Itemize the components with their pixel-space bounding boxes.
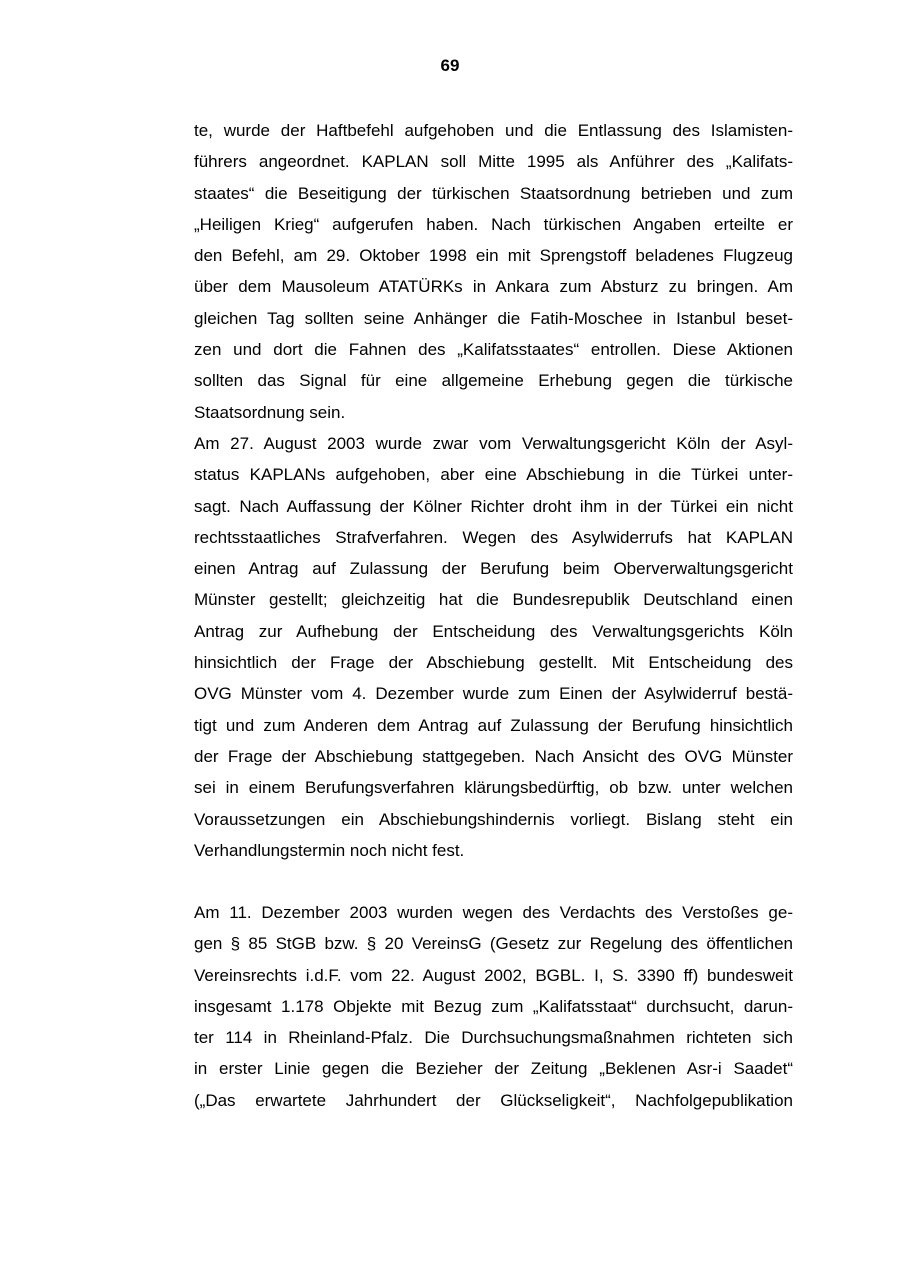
paragraph-asylum-status xyxy=(194,428,793,866)
text-line: zen und dort die Fahnen des „Kalifatsstaates“ entrollen. Diese Aktionen xyxy=(194,340,793,360)
text-line: rechtsstaatliches Strafverfahren. Wegen des Asylwiderrufs hat KAPLAN xyxy=(194,527,793,547)
text-line: führers angeordnet. KAPLAN soll Mitte 1995 als Anführer des „Kalifats- xyxy=(194,152,793,172)
text-line: der Frage der Abschiebung stattgegeben. Nach Ansicht des OVG Münster xyxy=(194,746,793,766)
text-line: sei in einem Berufungsverfahren klärungsbedürftig, ob bzw. unter welchen xyxy=(194,778,793,798)
paragraph-searches xyxy=(194,897,793,1116)
text-line: einen Antrag auf Zulassung der Berufung beim Oberverwaltungsgericht xyxy=(194,559,793,579)
page-number: 69 xyxy=(440,56,460,75)
text-line: staates“ die Beseitigung der türkischen Staatsordnung betrieben und zum xyxy=(194,183,793,203)
text-line: Voraussetzungen ein Abschiebungshindernis vorliegt. Bislang steht ein xyxy=(194,809,793,829)
text-line: Münster gestellt; gleichzeitig hat die Bundesrepublik Deutschland einen xyxy=(194,590,793,610)
text-line: sollten das Signal für eine allgemeine Erhebung gegen die türkische xyxy=(194,371,793,391)
text-line: Verhandlungstermin noch nicht fest. xyxy=(194,840,465,860)
text-line: „Heiligen Krieg“ aufgerufen haben. Nach türkischen Angaben erteilte er xyxy=(194,214,793,234)
text-line: Antrag zur Aufhebung der Entscheidung des Verwaltungsgerichts Köln xyxy=(194,621,793,641)
text-line: ter 114 in Rheinland-Pfalz. Die Durchsuchungsmaßnahmen richteten sich xyxy=(194,1028,793,1048)
text-line: sagt. Nach Auffassung der Kölner Richter droht ihm in der Türkei ein nicht xyxy=(194,496,793,516)
text-line: Am 11. Dezember 2003 wurden wegen des Verdachts des Verstoßes ge- xyxy=(194,903,793,922)
paragraph-kaplan-release xyxy=(194,115,793,428)
text-line: gleichen Tag sollten seine Anhänger die Fatih-Moschee in Istanbul beset- xyxy=(194,308,793,328)
text-line: insgesamt 1.178 Objekte mit Bezug zum „Kalifatsstaat“ durchsucht, darun- xyxy=(194,996,793,1016)
text-line: über dem Mausoleum ATATÜRKs in Ankara zum Absturz zu bringen. Am xyxy=(194,277,793,297)
text-line: status KAPLANs aufgehoben, aber eine Abschiebung in die Türkei unter- xyxy=(194,465,793,485)
text-line: OVG Münster vom 4. Dezember wurde zum Einen der Asylwiderruf bestä- xyxy=(194,684,793,704)
text-line: tigt und zum Anderen dem Antrag auf Zulassung der Berufung hinsichtlich xyxy=(194,715,793,735)
text-line: den Befehl, am 29. Oktober 1998 ein mit Sprengstoff beladenes Flugzeug xyxy=(194,246,793,266)
text-line: gen § 85 StGB bzw. § 20 VereinsG (Gesetz zur Regelung des öffentlichen xyxy=(194,934,793,954)
text-line: Staatsordnung sein. xyxy=(194,402,346,422)
text-line: te, wurde der Haftbefehl aufgehoben und die Entlassung des Islamisten- xyxy=(194,121,793,140)
text-line: Vereinsrechts i.d.F. vom 22. August 2002, BGBL. I, S. 3390 ff) bundesweit xyxy=(194,965,793,985)
text-line: („Das erwartete Jahrhundert der Glückseligkeit“, Nachfolgepublikation xyxy=(194,1090,793,1110)
text-line: Am 27. August 2003 wurde zwar vom Verwaltungsgericht Köln der Asyl- xyxy=(194,434,793,453)
text-line: hinsichtlich der Frage der Abschiebung gestellt. Mit Entscheidung des xyxy=(194,653,793,673)
text-line: in erster Linie gegen die Bezieher der Zeitung „Beklenen Asr-i Saadet“ xyxy=(194,1059,793,1079)
